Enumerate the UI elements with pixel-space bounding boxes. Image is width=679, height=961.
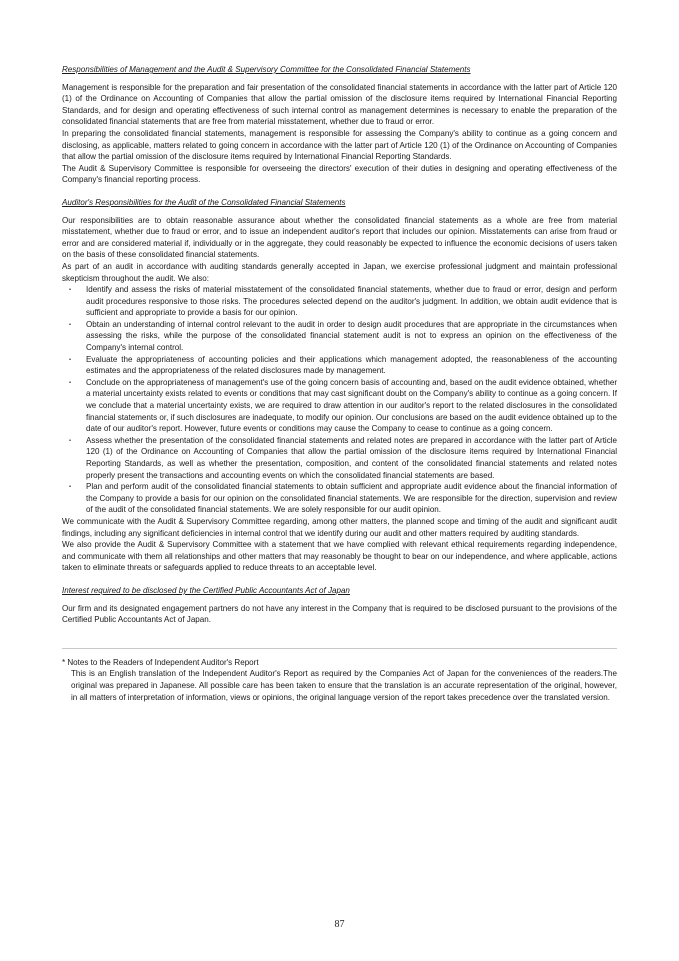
- section-cpa-interest: [62, 585, 617, 626]
- page-number: 87: [334, 919, 345, 930]
- paragraph: As part of an audit in accordance with auditing standards generally accepted in Japan, we exercise professional judgment and maintain professional skepticism throughout the audit. We also:: [62, 261, 617, 283]
- section-management-responsibilities: [62, 64, 617, 186]
- notes-title: * Notes to the Readers of Independent Auditor's Report: [62, 657, 259, 667]
- list-item-text: Identify and assess the risks of material misstatement of the consolidated financial statements, whether due to fraud or error, design and perform audit procedures responsive to those risks. The procedures selected depend on the auditor's judgment. In addition, we obtain audit evidence that is sufficient and appropriate to provide a basis for our opinion.: [86, 285, 617, 318]
- list-item-text: Assess whether the presentation of the consolidated financial statements and related notes are prepared in accordance with the latter part of Article 120 (1) of the Ordinance on Accounting of Companies that allow the partial omission of the disclosure items required by International Financial Reporting Standards, as well as whether the presentation, composition, and content of the consolidated financial statements and related notes properly present the transactions and accounting events on which the consolidated financial statements are based.: [86, 435, 617, 480]
- paragraph: In preparing the consolidated financial statements, management is responsible for assessing the Company's ability to continue as a going concern and disclosing, as applicable, matters related to going concern in accordance with the latter part of Article 120 (1) of the Ordinance on Accounting of Companies that allow the partial omission of the disclosure items required by International Financial Reporting Standards.: [62, 128, 617, 162]
- bullet-icon: ・: [66, 482, 75, 492]
- list-item: [62, 319, 617, 354]
- notes-body: This is an English translation of the Independent Auditor's Report as required by the Companies Act of Japan for the conveniences of the readers.The original was prepared in Japanese. All possible care has been taken to ensure that the translation is an accurate representation of the original, however, in all matters of interpretation of information, views or opinions, the original language version of the report takes precedence over the translated version.: [71, 669, 617, 702]
- list-item: [62, 284, 617, 319]
- section-heading: Responsibilities of Management and the Audit & Supervisory Committee for the Consolidated Financial Statements: [62, 65, 471, 74]
- section-auditor-responsibilities: [62, 197, 617, 574]
- paragraph: Our firm and its designated engagement partners do not have any interest in the Company that is required to be disclosed pursuant to the provisions of the Certified Public Accountants Act of Japan.: [62, 603, 617, 625]
- list-item: [62, 377, 617, 435]
- list-item-text: Conclude on the appropriateness of management's use of the going concern basis of accounting and, based on the audit evidence obtained, whether a material uncertainty exists related to events or conditions that may cast significant doubt on the Company's ability to continue as a going concern. If we conclude that a material uncertainty exists, we are required to draw attention in our auditor's report to the related disclosures in the consolidated financial statements or, if such disclosures are inadequate, to modify our opinion. Our conclusions are based on the audit evidence obtained up to the date of our auditor's report. However, future events or conditions may cause the Company to cease to continue as a going concern.: [86, 377, 617, 434]
- list-item: [62, 481, 617, 516]
- section-heading: Auditor's Responsibilities for the Audit of the Consolidated Financial Statements: [62, 197, 346, 207]
- bullet-icon: ・: [66, 285, 75, 295]
- list-item-text: Obtain an understanding of internal control relevant to the audit in order to design audit procedures that are appropriate in the circumstances when assessing the risks, while the purpose of the consolidated financial statement audit is not to express an opinion on the effectiveness of the Company's internal control.: [86, 319, 617, 353]
- paragraph: We communicate with the Audit & Supervisory Committee regarding, among other matters, the planned scope and timing of the audit and significant audit findings, including any significant deficiencies in internal control that we identify during our audit and other matters required by auditing standards.: [62, 516, 617, 538]
- notes-to-readers: [62, 657, 617, 703]
- list-item: [62, 354, 617, 377]
- bullet-icon: ・: [66, 377, 75, 387]
- list-item: [62, 435, 617, 481]
- paragraph: Management is responsible for the preparation and fair presentation of the consolidated financial statements in accordance with the latter part of Article 120 (1) of the Ordinance on Accounting of Companies that allow the partial omission of the disclosure items required by International Financial Reporting Standards, and for design and operating effectiveness of such internal control as management determines is necessary to enable the preparation of the consolidated financial statements that are free from material misstatement, whether due to fraud or error.: [62, 82, 617, 127]
- section-heading: Interest required to be disclosed by the Certified Public Accountants Act of Japan: [62, 585, 350, 595]
- list-item-text: Plan and perform audit of the consolidated financial statements to obtain sufficient and appropriate audit evidence about the financial information of the Company to provide a basis for our opinion on the consolidated financial statements. We are responsible for the direction, supervision and review of the audit of the consolidated financial statements. We are solely responsible for our audit opinion.: [86, 482, 617, 515]
- bullet-icon: ・: [66, 319, 75, 329]
- bullet-list: [62, 284, 617, 516]
- divider: [62, 648, 617, 649]
- document-page: [62, 64, 617, 703]
- paragraph: Our responsibilities are to obtain reasonable assurance about whether the consolidated financial statements as a whole are free from material misstatement, whether due to fraud or error, and to issue an independent auditor's report that includes our opinion. Misstatements can arise from fraud or error and are considered material if, individually or in the aggregate, they could reasonably be expected to influence the economic decisions of users taken on the basis of these consolidated financial statements.: [62, 215, 617, 260]
- list-item-text: Evaluate the appropriateness of accounting policies and their applications which management adopted, the reasonableness of the accounting estimates and the appropriateness of the related disclosures made by management.: [86, 354, 617, 376]
- bullet-icon: ・: [66, 435, 75, 445]
- paragraph: The Audit & Supervisory Committee is responsible for overseeing the directors' execution of their duties in designing and operating effectiveness of the Company's financial reporting process.: [62, 163, 617, 185]
- paragraph: We also provide the Audit & Supervisory Committee with a statement that we have complied with relevant ethical requirements regarding independence, and communicate with them all relationships and other matters that may reasonably be thought to bear on our independence, and where applicable, actions taken to eliminate threats or safeguards applied to reduce threats to an acceptable level.: [62, 540, 617, 573]
- bullet-icon: ・: [66, 354, 75, 364]
